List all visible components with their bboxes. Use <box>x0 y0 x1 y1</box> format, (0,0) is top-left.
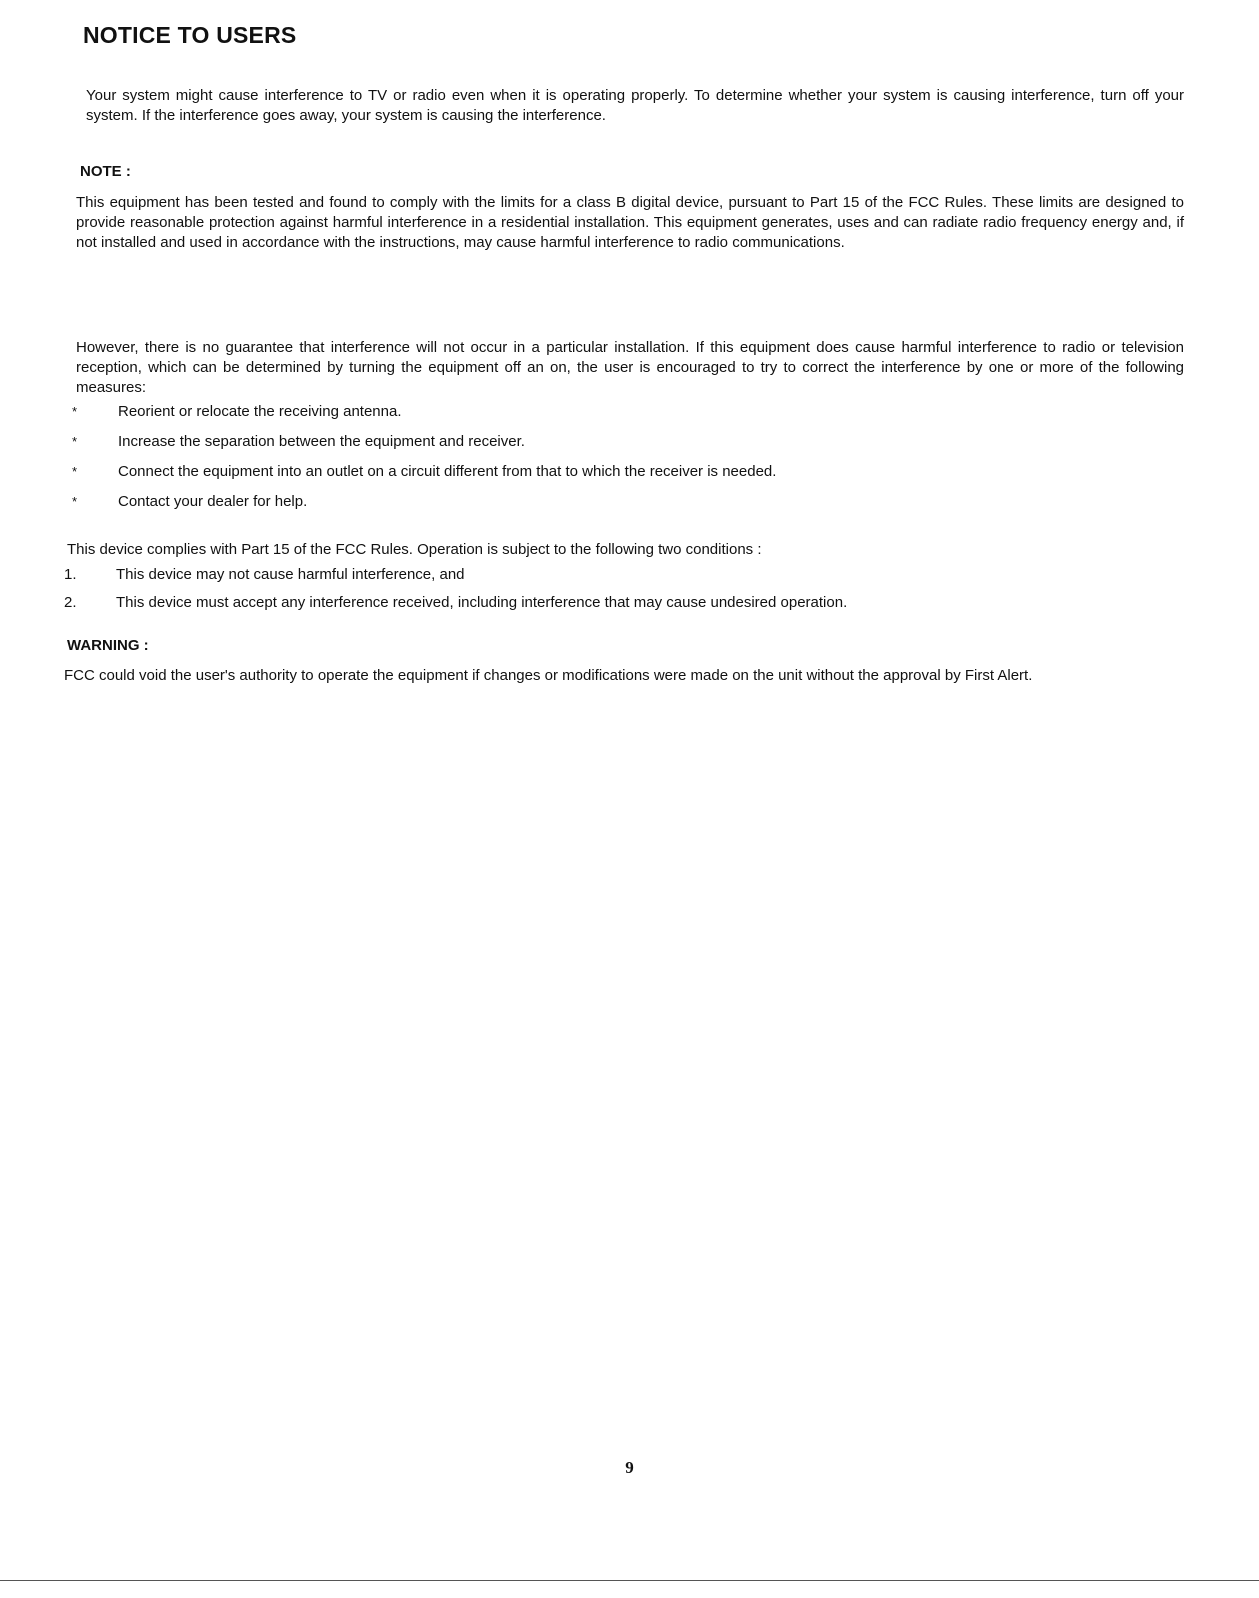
however-paragraph: However, there is no guarantee that interference will not occur in a particular installation. If this equipment does cause harmful interference to radio or television reception, which can be determined by turning the equipment off an on, the user is encouraged to try to correct the interference by one or more of the following measures: <box>76 339 1184 396</box>
condition-number: 1. <box>64 566 77 583</box>
intro-paragraph: Your system might cause interference to TV or radio even when it is operating properly. To determine whether your system is causing interference, turn off your system. If the interference goes away, your system is causing the interference. <box>86 87 1184 124</box>
compliance-paragraph: This device complies with Part 15 of the FCC Rules. Operation is subject to the following two conditions : <box>67 541 762 558</box>
measure-text: Reorient or relocate the receiving antenna. <box>118 403 402 420</box>
bullet-mark: * <box>72 434 78 449</box>
bullet-mark: * <box>72 494 78 509</box>
measure-text: Contact your dealer for help. <box>118 493 308 510</box>
page-number: 9 <box>625 1458 634 1477</box>
list-item <box>66 427 776 457</box>
bottom-divider <box>0 1580 1259 1581</box>
warning-paragraph: FCC could void the user's authority to operate the equipment if changes or modifications were made on the unit without the approval by First Alert. <box>64 667 1033 684</box>
list-item <box>66 457 776 487</box>
condition-text: This device may not cause harmful interference, and <box>116 566 465 583</box>
conditions-list <box>64 561 847 617</box>
list-item <box>66 487 776 517</box>
bullet-mark: * <box>72 464 78 479</box>
measure-text: Connect the equipment into an outlet on a circuit different from that to which the receiver is needed. <box>118 463 777 480</box>
warning-heading: WARNING : <box>67 637 149 654</box>
bullet-mark: * <box>72 404 78 419</box>
list-item <box>66 397 776 427</box>
list-item <box>64 589 847 617</box>
list-item <box>64 561 847 589</box>
measures-list <box>66 397 776 517</box>
condition-number: 2. <box>64 594 77 611</box>
measure-text: Increase the separation between the equipment and receiver. <box>118 433 525 450</box>
page-title: NOTICE TO USERS <box>83 22 297 48</box>
condition-text: This device must accept any interference received, including interference that may cause undesired operation. <box>116 594 848 611</box>
note-heading: NOTE : <box>80 163 131 180</box>
note-paragraph: This equipment has been tested and found to comply with the limits for a class B digital device, pursuant to Part 15 of the FCC Rules. These limits are designed to provide reasonable protection against harmful interference in a residential installation. This equipment generates, uses and can radiate radio frequency energy and, if not installed and used in accordance with the instructions, may cause harmful interference to radio communications. <box>76 194 1184 251</box>
